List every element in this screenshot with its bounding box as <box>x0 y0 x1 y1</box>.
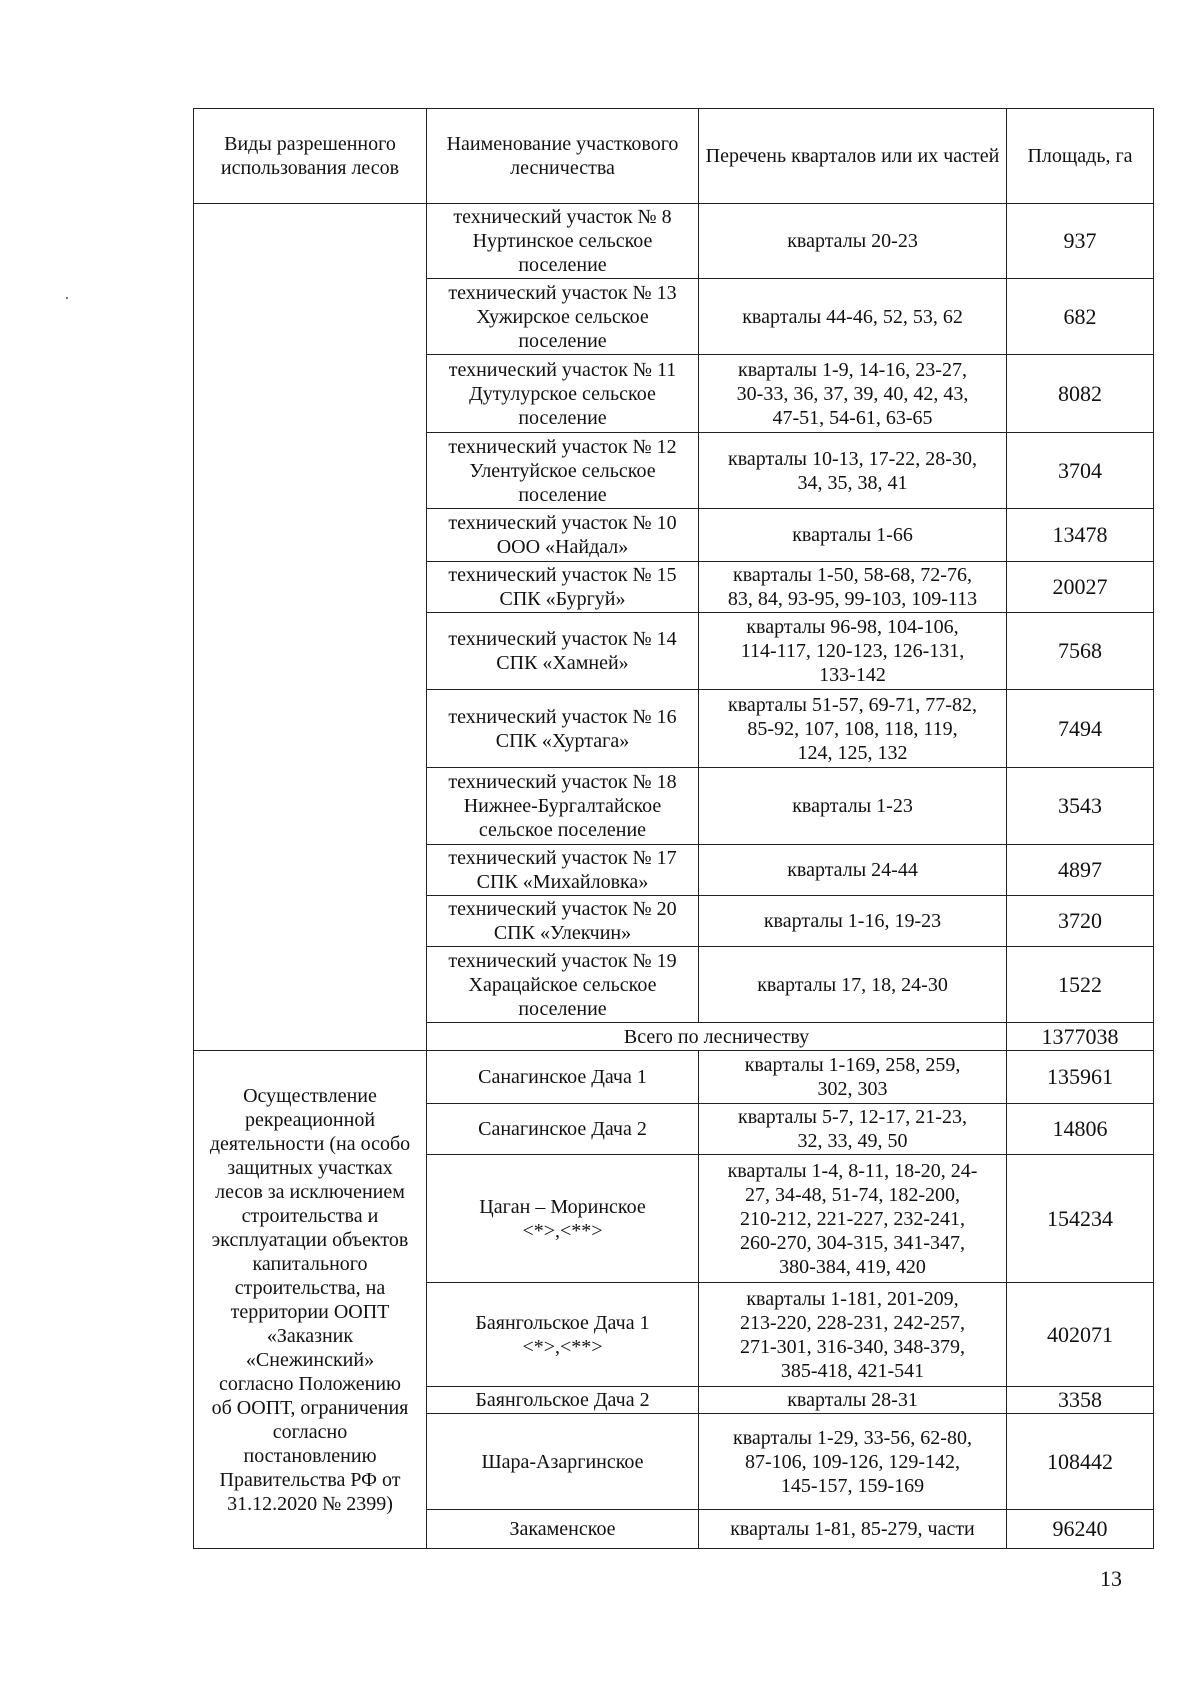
forestry-name-cell: технический участок № 12 Улентуйское сельское поселение <box>427 433 699 509</box>
forestry-name-cell: технический участок № 15 СПК «Бургуй» <box>427 562 699 613</box>
area-cell: 8082 <box>1007 355 1154 433</box>
area-cell: 108442 <box>1007 1414 1154 1510</box>
quarters-cell: кварталы 1-29, 33-56, 62-80, 87-106, 109-126, 129-142, 145-157, 159-169 <box>699 1414 1007 1510</box>
total-label: Всего по лесничеству <box>427 1023 1007 1051</box>
forestry-name-cell: Санагинское Дача 2 <box>427 1104 699 1155</box>
group-1-body <box>194 204 1154 1051</box>
quarters-cell: кварталы 20-23 <box>699 204 1007 279</box>
area-cell: 1522 <box>1007 947 1154 1023</box>
forestry-name-cell: Закаменское <box>427 1510 699 1549</box>
forestry-name-cell: технический участок № 18 Нижнее-Бургалтайское сельское поселение <box>427 768 699 845</box>
quarters-cell: кварталы 1-181, 201-209, 213-220, 228-231, 242-257, 271-301, 316-340, 348-379, 385-418, 421-541 <box>699 1283 1007 1387</box>
forestry-name-cell: Цаган – Моринское <*>,<**> <box>427 1155 699 1283</box>
forest-use-table <box>193 108 1154 1549</box>
area-cell: 7568 <box>1007 613 1154 690</box>
area-cell: 3358 <box>1007 1387 1154 1414</box>
quarters-cell: кварталы 96-98, 104-106, 114-117, 120-123, 126-131, 133-142 <box>699 613 1007 690</box>
forestry-name-cell: технический участок № 11 Дутулурское сельское поселение <box>427 355 699 433</box>
quarters-cell: кварталы 1-16, 19-23 <box>699 896 1007 947</box>
forestry-name-cell: Шара-Азаргинское <box>427 1414 699 1510</box>
area-cell: 3720 <box>1007 896 1154 947</box>
table-row <box>194 1051 1154 1104</box>
area-cell: 13478 <box>1007 509 1154 562</box>
use-type-cell-group-1 <box>194 204 427 1051</box>
area-cell: 937 <box>1007 204 1154 279</box>
quarters-cell: кварталы 51-57, 69-71, 77-82, 85-92, 107, 108, 118, 119, 124, 125, 132 <box>699 690 1007 768</box>
area-cell: 3704 <box>1007 433 1154 509</box>
forestry-name-cell: технический участок № 14 СПК «Хамней» <box>427 613 699 690</box>
quarters-cell: кварталы 1-23 <box>699 768 1007 845</box>
area-cell: 682 <box>1007 279 1154 355</box>
scan-dot <box>66 297 68 299</box>
quarters-cell: кварталы 44-46, 52, 53, 62 <box>699 279 1007 355</box>
forestry-name-cell: технический участок № 8 Нуртинское сельское поселение <box>427 204 699 279</box>
quarters-cell: кварталы 5-7, 12-17, 21-23, 32, 33, 49, 50 <box>699 1104 1007 1155</box>
forestry-name-cell: технический участок № 17 СПК «Михайловка» <box>427 845 699 896</box>
header-row <box>194 109 1154 204</box>
forestry-name-cell: технический участок № 20 СПК «Улекчин» <box>427 896 699 947</box>
quarters-cell: кварталы 10-13, 17-22, 28-30, 34, 35, 38, 41 <box>699 433 1007 509</box>
page-number: 13 <box>1100 1566 1122 1591</box>
area-cell: 154234 <box>1007 1155 1154 1283</box>
use-type-cell-group-2: Осуществление рекреационной деятельности (на особо защитных участках лесов за исключением строительства и эксплуатации объектов капитального строительства, на территории ООПТ «Заказник «Снежинский» согласно Положению об ООПТ, ограничения согласно постановлению Правительства РФ от 31.12.2020 № 2399) <box>194 1051 427 1549</box>
forestry-name-cell: Баянгольское Дача 1 <*>,<**> <box>427 1283 699 1387</box>
quarters-cell: кварталы 1-4, 8-11, 18-20, 24- 27, 34-48, 51-74, 182-200, 210-212, 221-227, 232-241, 260-270, 304-315, 341-347, 380-384, 419, 420 <box>699 1155 1007 1283</box>
quarters-cell: кварталы 28-31 <box>699 1387 1007 1414</box>
area-cell: 96240 <box>1007 1510 1154 1549</box>
area-cell: 402071 <box>1007 1283 1154 1387</box>
forestry-name-cell: технический участок № 19 Харацайское сельское поселение <box>427 947 699 1023</box>
forestry-name-cell: технический участок № 13 Хужирское сельское поселение <box>427 279 699 355</box>
forestry-name-cell: Санагинское Дача 1 <box>427 1051 699 1104</box>
group-2-body <box>194 1051 1154 1549</box>
forestry-name-cell: технический участок № 10 ООО «Найдал» <box>427 509 699 562</box>
quarters-cell: кварталы 17, 18, 24-30 <box>699 947 1007 1023</box>
total-value: 1377038 <box>1007 1023 1154 1051</box>
quarters-cell: кварталы 24-44 <box>699 845 1007 896</box>
area-cell: 14806 <box>1007 1104 1154 1155</box>
area-cell: 3543 <box>1007 768 1154 845</box>
quarters-cell: кварталы 1-66 <box>699 509 1007 562</box>
table-row <box>194 204 1154 279</box>
quarters-cell: кварталы 1-81, 85-279, части <box>699 1510 1007 1549</box>
header-use-type: Виды разрешенного использования лесов <box>194 109 427 204</box>
header-forestry-name: Наименование участкового лесничества <box>427 109 699 204</box>
header-quarters: Перечень кварталов или их частей <box>699 109 1007 204</box>
area-cell: 4897 <box>1007 845 1154 896</box>
area-cell: 7494 <box>1007 690 1154 768</box>
header-area: Площадь, га <box>1007 109 1154 204</box>
quarters-cell: кварталы 1-9, 14-16, 23-27, 30-33, 36, 37, 39, 40, 42, 43, 47-51, 54-61, 63-65 <box>699 355 1007 433</box>
forestry-name-cell: технический участок № 16 СПК «Хуртага» <box>427 690 699 768</box>
quarters-cell: кварталы 1-50, 58-68, 72-76, 83, 84, 93-95, 99-103, 109-113 <box>699 562 1007 613</box>
area-cell: 20027 <box>1007 562 1154 613</box>
quarters-cell: кварталы 1-169, 258, 259, 302, 303 <box>699 1051 1007 1104</box>
forestry-name-cell: Баянгольское Дача 2 <box>427 1387 699 1414</box>
area-cell: 135961 <box>1007 1051 1154 1104</box>
